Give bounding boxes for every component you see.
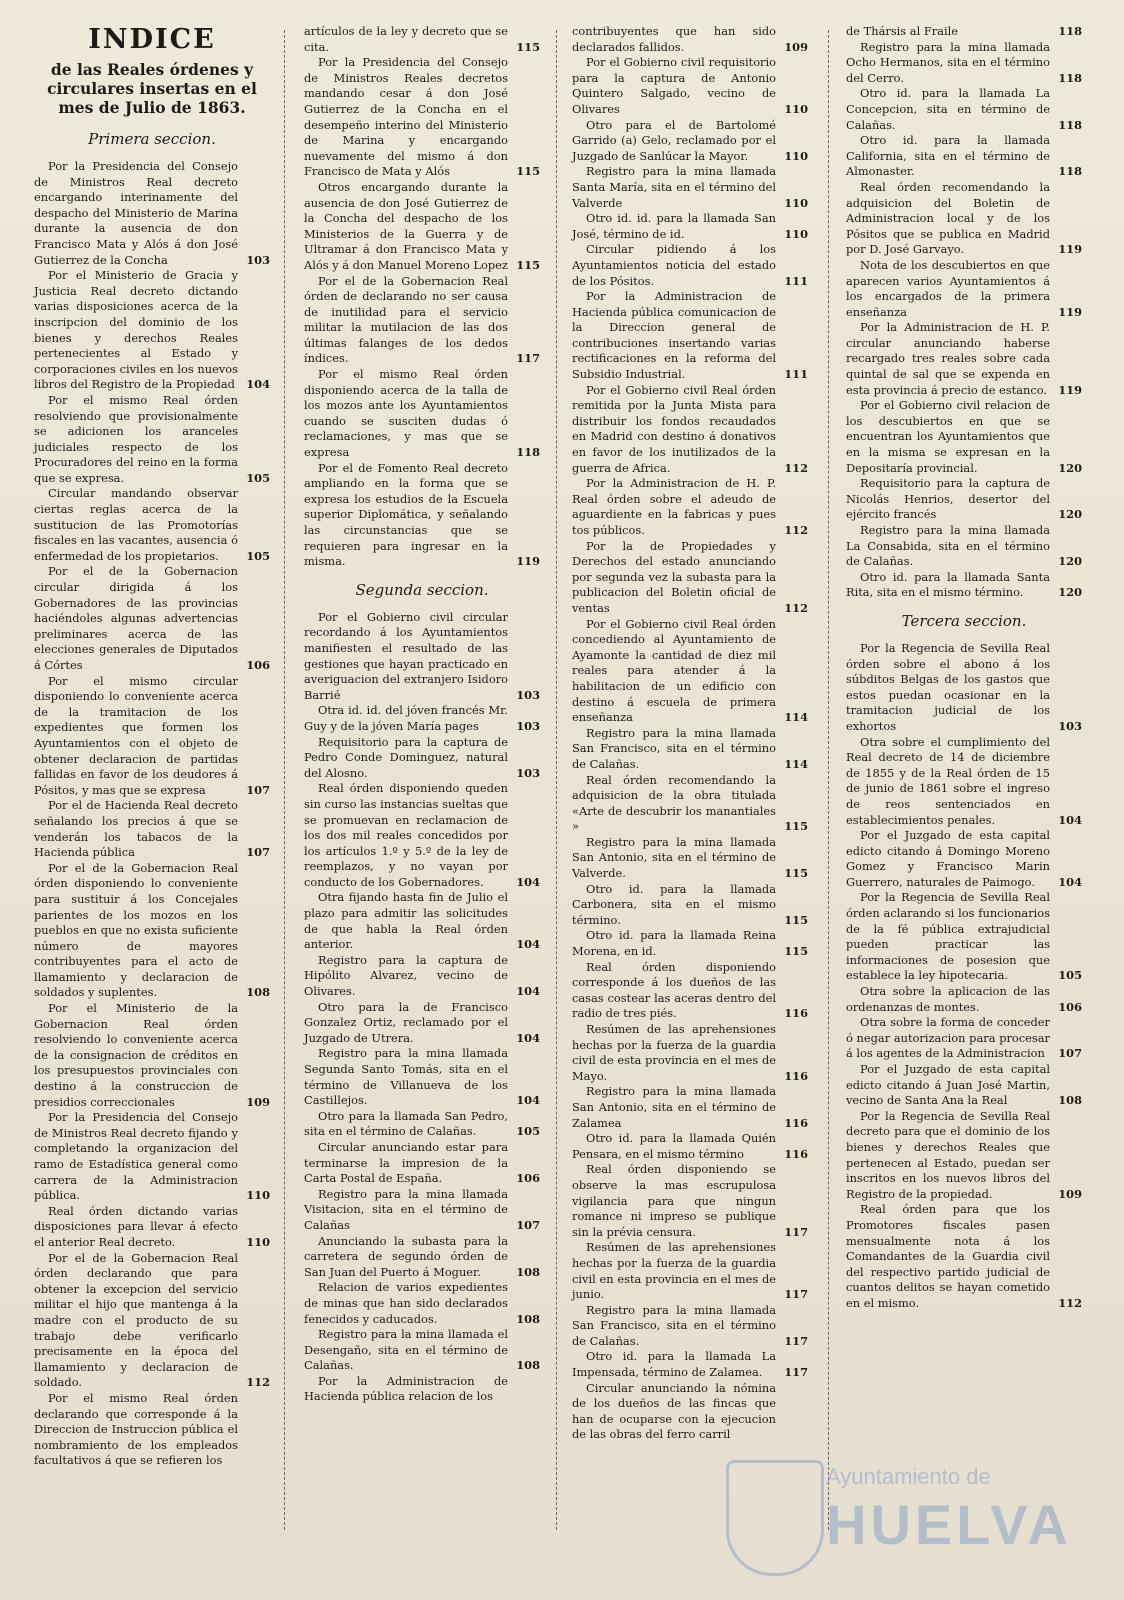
index-entry — [34, 674, 270, 799]
page-number: 107 — [246, 845, 270, 860]
column-4 — [846, 24, 1082, 1312]
entry-text: Otra sobre la aplicacion de las ordenanzas de montes. — [846, 984, 1050, 1014]
archive-watermark — [726, 1440, 1116, 1590]
entry-text: Registro para la mina llamada el Desengaño, sita en el término de Calañas. — [304, 1327, 508, 1373]
page-number: 115 — [784, 866, 808, 881]
page-number: 108 — [516, 1358, 540, 1373]
page-number: 110 — [784, 148, 808, 163]
index-entry — [846, 570, 1082, 601]
entry-text: Resúmen de las aprehensiones hechas por la fuerza de la guardia civil de esta provincia en el mes de Mayo. — [572, 1022, 776, 1083]
entry-text: Requisitorio para la captura de Pedro Conde Dominguez, natural del Alosno. — [304, 734, 508, 780]
page-number: 118 — [1058, 117, 1082, 132]
index-entry — [846, 40, 1082, 87]
page-number: 109 — [246, 1094, 270, 1109]
index-entry — [572, 835, 808, 882]
entry-text: Otro id. para la llamada Santa Rita, sita en el mismo término. — [846, 569, 1050, 600]
page-number: 119 — [1058, 242, 1082, 257]
entry-text: Por la de Propiedades y Derechos del estado anunciando por segunda vez la subasta para la publicacion del Boletin oficial de ventas — [572, 538, 776, 615]
index-entry — [304, 1109, 540, 1140]
index-entry — [572, 617, 808, 726]
index-entry — [34, 798, 270, 860]
entry-text: Por el de Hacienda Real decreto señalando los precios á que se venderán los tabacos de la Hacienda pública — [34, 798, 238, 860]
entry-text: Registro para la mina llamada Segunda Santo Tomás, sita en el término de Villanueva de los Castillejos. — [304, 1046, 508, 1108]
column-rule — [828, 30, 829, 1530]
entry-text: de Thársis al Fraile — [846, 24, 958, 38]
page-number: 111 — [784, 273, 808, 288]
entry-text: Otro id. para la llamada Reina Morena, en id. — [572, 928, 776, 959]
index-entry — [846, 180, 1082, 258]
entry-text: Real órden para que los Promotores fiscales pasen mensualmente nota á los Comandantes de la Guardia civil del respectivo partido judicial de cuantos delitos se hayan cometido en el mismo. — [846, 1202, 1050, 1310]
page-number: 104 — [516, 984, 540, 999]
entry-list — [304, 610, 540, 1405]
entry-text: Por la Regencia de Sevilla Real órden sobre el abono á los súbditos Belgas de los gastos que estos puedan ocasionar en la tramitacion judicial de los exhortos — [846, 640, 1050, 733]
entry-text: Por el Gobierno civil Real órden concediendo al Ayuntamiento de Ayamonte la cantidad de diez mil reales para atender á la habilitacion de un edificio con destino á escuela de primera enseñanza — [572, 616, 776, 725]
page-number: 115 — [516, 39, 540, 54]
entry-text: Otro id. para la llamada Carbonera, sita en el mismo término. — [572, 881, 776, 927]
entry-text: Por el de Fomento Real decreto ampliando en la forma que se expresa los estudios de la Escuela superior Diplomática, y señalando las circunstancias que se requieren para ingresar en la misma. — [304, 460, 508, 569]
entry-text: Por el Gobierno civil requisitorio para la captura de Antonio Quintero Salgado, vecino de Olivares — [572, 55, 776, 116]
index-entry — [846, 476, 1082, 523]
entry-text: Registro para la mina llamada San Antonio, sita en el término de Zalamea — [572, 1084, 776, 1130]
index-entry — [572, 164, 808, 211]
entry-list — [846, 641, 1082, 1312]
entry-text: Por el mismo Real órden declarando que corresponde á la Direccion de Instruccion pública el nombramiento de los empleados facultativos á que se refieren los — [34, 1390, 238, 1468]
index-entry — [34, 1391, 270, 1469]
page-number: 109 — [784, 39, 808, 54]
entry-text: Por el de la Gobernacion Real órden de declarando no ser causa de inutilidad para el servicio militar la mutilacion de las dos últimas falanges de los dedos índices. — [304, 273, 508, 366]
page-number: 109 — [1058, 1186, 1082, 1201]
index-entry — [34, 1251, 270, 1391]
section-heading: Primera seccion. — [88, 130, 216, 148]
index-entry — [304, 461, 540, 570]
page-number: 117 — [784, 1287, 808, 1302]
page-number: 105 — [246, 548, 270, 563]
index-entry — [846, 1109, 1082, 1203]
entry-text: Otros encargando durante la ausencia de don José Gutierrez de la Concha del despacho de los Ministerios de la Guerra y de Ultramar á don Francisco Mata y Alós y á don Manuel Moreno Lopez — [304, 179, 508, 272]
page-number: 104 — [1058, 812, 1082, 827]
index-entry — [572, 726, 808, 773]
page-number: 104 — [516, 1093, 540, 1108]
coat-of-arms-icon — [726, 1460, 824, 1576]
entry-text: Circular anunciando la nómina de los dueños de las fincas que han de ocuparse con la ejecucion de las obras del ferro carril — [572, 1380, 776, 1442]
entry-text: Real órden recomendando la adquisicion del Boletin de Administracion local y de los Pósitos que se publica en Madrid por D. José Garvayo. — [846, 179, 1050, 257]
page-number: 112 — [246, 1375, 270, 1390]
index-entry — [304, 24, 540, 55]
index-entry — [572, 773, 808, 835]
entry-text: Por la Presidencia del Consejo de Ministros Real decreto fijando y completando la organizacion del ramo de Estadística general como carrera de la Administracion pública. — [34, 1110, 238, 1203]
page-number: 107 — [1058, 1046, 1082, 1061]
index-entry — [34, 1204, 270, 1251]
page-number: 106 — [1058, 999, 1082, 1014]
index-entry — [34, 1001, 270, 1110]
index-entry — [304, 1327, 540, 1374]
entry-text: Por el de la Gobernacion circular dirigida á los Gobernadores de las provincias haciéndoles algunas advertencias preliminares acerca de las elecciones generales de Diputados á Córtes — [34, 564, 238, 672]
index-title: INDICE — [88, 24, 216, 55]
index-entry — [304, 1374, 540, 1405]
index-entry — [34, 564, 270, 673]
index-entry — [572, 24, 808, 55]
index-entry — [572, 882, 808, 929]
page-number: 106 — [516, 1171, 540, 1186]
page-number: 114 — [784, 710, 808, 725]
entry-text: Por el mismo Real órden disponiendo acerca de la talla de los mozos ante los Ayuntamientos cuando se susciten dudas ó reclamaciones, y mas que se expresa — [304, 367, 508, 460]
page-number: 116 — [784, 1068, 808, 1083]
index-entry — [572, 1162, 808, 1240]
index-entry — [572, 928, 808, 959]
index-entry — [304, 610, 540, 704]
page-number: 115 — [516, 257, 540, 272]
column-rule — [556, 30, 557, 1530]
entry-text: Por el de la Gobernacion Real órden declarando que para obtener la excepcion del servicio militar el hijo que mantenga á la madre con el producto de su trabajo debe verificarlo precisamente en la época del llamamiento y declaracion de soldado. — [34, 1250, 238, 1390]
entry-text: contribuyentes que han sido declarados fallidos. — [572, 24, 776, 54]
index-entry — [34, 861, 270, 1001]
index-entry — [304, 703, 540, 734]
entry-text: Nota de los descubiertos en que aparecen varios Ayuntamientos á los encargados de la primera enseñanza — [846, 257, 1050, 319]
index-entry — [304, 1140, 540, 1187]
index-entry — [572, 1349, 808, 1380]
page-number: 108 — [516, 1311, 540, 1326]
section-heading: Segunda seccion. — [355, 580, 489, 599]
entry-text: Por el Gobierno civil Real órden remitida por la Junta Mista para distribuir los fondos recaudados en Madrid con destino á donativos en favor de los inutilizados de la guerra de Africa. — [572, 382, 776, 475]
page-number: 110 — [246, 1188, 270, 1203]
entry-text: Otro para la llamada San Pedro, sita en el término de Calañas. — [304, 1108, 508, 1139]
entry-text: Otro id. para la llamada La Concepcion, sita en término de Calañas. — [846, 86, 1050, 132]
index-entry — [572, 1303, 808, 1350]
page-number: 112 — [784, 460, 808, 475]
page-number: 114 — [784, 756, 808, 771]
entry-text: artículos de la ley y decreto que se cita. — [304, 24, 508, 54]
entry-list — [304, 24, 540, 55]
entry-text: Por el mismo circular disponiendo lo conveniente acerca de la tramitacion de los expedientes que formen los Ayuntamientos con el objeto de obtener declaracion de partidas fallidas en favor de los deudores á Pósitos, y mas que se expresa — [34, 673, 238, 797]
page-number: 117 — [784, 1224, 808, 1239]
page-number: 106 — [246, 658, 270, 672]
index-entry — [572, 242, 808, 289]
entry-text: Por el Juzgado de esta capital edicto citando á Juan José Martin, vecino de Santa Ana la Real — [846, 1062, 1050, 1108]
page-number: 112 — [784, 523, 808, 537]
index-entry — [572, 1084, 808, 1131]
index-entry — [572, 960, 808, 1022]
page-number: 110 — [784, 101, 808, 116]
index-entry — [846, 1202, 1082, 1311]
index-entry — [846, 828, 1082, 890]
entry-text: Real órden dictando varias disposiciones para llevar á efecto el anterior Real decreto. — [34, 1203, 238, 1249]
page-number: 120 — [1058, 460, 1082, 475]
index-entry — [572, 383, 808, 477]
page-number: 116 — [784, 1146, 808, 1161]
entry-text: Registro para la mina llamada San Francisco, sita en el término de Calañas. — [572, 725, 776, 771]
column-1 — [34, 24, 270, 1469]
page-number: 110 — [784, 226, 808, 241]
watermark-line-2: HUELVA — [826, 1493, 1072, 1556]
entry-text: Real órden disponiendo corresponde á los dueños de las casas costear las aceras dentro del radio de tres piés. — [572, 959, 776, 1021]
page-number: 103 — [516, 687, 540, 702]
index-entry — [304, 1187, 540, 1234]
page-number: 103 — [516, 765, 540, 780]
entry-text: Registro para la captura de Hipólito Alvarez, vecino de Olivares. — [304, 952, 508, 999]
page-number: 108 — [516, 1264, 540, 1279]
index-entry — [846, 86, 1082, 133]
entry-text: Otra sobre el cumplimiento del Real decreto de 14 de diciembre de 1855 y de la Real órden de 15 de junio de 1861 sobre el ingreso de reos sentenciados en establecimientos penales. — [846, 734, 1050, 827]
index-entry — [846, 133, 1082, 180]
entry-text: Otro id. id. para la llamada San José, término de id. — [572, 211, 776, 241]
section-heading: Tercera seccion. — [901, 611, 1027, 630]
index-entry — [846, 641, 1082, 735]
entry-text: Otro para el de Bartolomé Garrido (a) Gelo, reclamado por el Juzgado de Sanlúcar la Mayor. — [572, 117, 776, 163]
index-entry — [304, 735, 540, 782]
index-entry — [304, 274, 540, 368]
entry-list — [846, 24, 1082, 40]
index-entry — [572, 55, 808, 117]
entry-text: Por la Presidencia del Consejo de Ministros Real decreto encargando interinamente del despacho del Ministerio de Marina durante la ausencia de don Francisco Mata y Alós á don José Gutierrez de la Concha — [34, 159, 238, 267]
index-entry — [846, 24, 1082, 40]
page-number: 110 — [784, 195, 808, 210]
index-entry — [34, 268, 270, 393]
index-entry — [34, 159, 270, 268]
page-number: 104 — [516, 874, 540, 889]
entry-text: Registro para la mina llamada Visitacion, sita en el término de Calañas — [304, 1186, 508, 1232]
entry-text: Por la Regencia de Sevilla Real decreto para que el dominio de los bienes y derechos Reales que pertenecen al Estado, puedan ser inscritos en los nuevos libros del Registro de la propiedad. — [846, 1108, 1050, 1201]
entry-text: Registro para la mina llamada San Francisco, sita en el término de Calañas. — [572, 1302, 776, 1348]
page-number: 120 — [1058, 554, 1082, 569]
entry-text: Por la Administracion de Hacienda pública relacion de los — [304, 1373, 508, 1404]
page-number: 117 — [516, 351, 540, 366]
index-entry — [846, 320, 1082, 398]
watermark-line-1: Ayuntamiento de — [826, 1464, 991, 1489]
entry-text: Circular anunciando estar para terminarse la impresion de la Carta Postal de España. — [304, 1139, 508, 1186]
page-number: 108 — [246, 985, 270, 1000]
entry-text: Requisitorio para la captura de Nicolás Henrios, desertor del ejército francés — [846, 476, 1050, 522]
entry-text: Otra fijando hasta fin de Julio el plazo para admitir las solicitudes de que habla la Real órden anterior. — [304, 890, 508, 952]
entry-text: Otro id. para la llamada Quién Pensara, en el mismo término — [572, 1131, 776, 1161]
entry-text: Por el Ministerio de la Gobernacion Real órden resolviendo lo conveniente acerca de la consignacion de créditos en los presupuestos provinciales con destino á la construccion de presidios correccionales — [34, 1001, 238, 1109]
index-entry — [304, 367, 540, 461]
page-number: 110 — [246, 1234, 270, 1249]
entry-text: Registro para la mina llamada Ocho Hermanos, sita en el término del Cerro. — [846, 39, 1050, 85]
column-2 — [304, 24, 540, 1405]
page-number: 117 — [784, 1333, 808, 1348]
page-number: 119 — [1058, 382, 1082, 397]
page-number: 119 — [1058, 304, 1082, 319]
index-entry — [572, 1022, 808, 1084]
index-entry — [34, 393, 270, 487]
index-entry — [304, 890, 540, 952]
page-number: 104 — [516, 937, 540, 952]
page-number: 118 — [516, 445, 540, 460]
index-entry — [572, 1131, 808, 1162]
entry-text: Por el Gobierno civil circular recordando á los Ayuntamientos manifiesten el resultado de las gestiones que hayan practicado en averiguacion del extranjero Isidoro Barrié — [304, 609, 508, 702]
page-number: 118 — [1058, 164, 1082, 179]
index-entry — [304, 55, 540, 180]
entry-text: Circular pidiendo á los Ayuntamientos noticia del estado de los Pósitos. — [572, 242, 776, 288]
page-number: 103 — [1058, 718, 1082, 733]
entry-text: Por el Juzgado de esta capital edicto citando á Domingo Moreno Gomez y Francisco Marin Guerrero, naturales de Paimogo. — [846, 828, 1050, 889]
entry-text: Por la Administracion de Hacienda pública comunicacion de la Direccion general de contribuciones insertando varias rectificaciones en la reforma del Subsidio Industrial. — [572, 289, 776, 382]
entry-text: Otro id. para la llamada La Impensada, término de Zalamea. — [572, 1349, 776, 1380]
page-number: 107 — [246, 782, 270, 797]
entry-text: Real órden disponiendo se observe la mas escrupulosa vigilancia para que ningun romance ni impreso se publique sin la prévia censura. — [572, 1162, 776, 1239]
index-entry — [572, 289, 808, 383]
column-rule — [284, 30, 285, 1530]
page-number: 103 — [246, 252, 270, 267]
index-entry — [304, 1234, 540, 1281]
entry-text: Por la Presidencia del Consejo de Ministros Reales decretos mandando cesar á don José Gutierrez de la Concha en el desempeño interino del Ministerio de Marina y encargando nuevamente del mismo á don Francisco de Mata y Alós — [304, 55, 508, 179]
index-entry — [572, 118, 808, 165]
entry-text: Por el Gobierno civil relacion de los descubiertos en que se encuentran los Ayuntamientos que en la misma se expresan en la Depositaría provincial. — [846, 398, 1050, 475]
page-number: 105 — [1058, 968, 1082, 983]
page-number: 104 — [246, 377, 270, 392]
page-number: 120 — [1058, 507, 1082, 522]
entry-text: Real órden recomendando la adquisicion de la obra titulada «Arte de descubrir los manantiales » — [572, 772, 776, 834]
index-entry — [846, 1015, 1082, 1062]
page-number: 108 — [1058, 1093, 1082, 1108]
index-entry — [304, 180, 540, 274]
entry-text: Por el mismo Real órden resolviendo que provisionalmente se adicionen los aranceles judiciales respecto de los Procuradores del reino en la forma que se expresa. — [34, 392, 238, 485]
page-number: 115 — [784, 912, 808, 927]
page-number: 105 — [516, 1124, 540, 1139]
page-number: 112 — [1058, 1295, 1082, 1310]
page-number: 116 — [784, 1006, 808, 1021]
index-entry — [572, 211, 808, 242]
page-number: 103 — [516, 718, 540, 733]
entry-text: Circular mandando observar ciertas reglas acerca de la sustitucion de las Promotorías fiscales en las vacantes, ausencia ó enfermedad de los propietarios. — [34, 486, 238, 563]
entry-list — [846, 40, 1082, 601]
entry-text: Relacion de varios expedientes de minas que han sido declarados fenecidos y caducados. — [304, 1280, 508, 1326]
page-number: 107 — [516, 1217, 540, 1232]
index-entry — [572, 1381, 808, 1443]
index-entry — [846, 258, 1082, 320]
index-entry — [846, 523, 1082, 570]
page-number: 118 — [1058, 70, 1082, 85]
entry-text: Resúmen de las aprehensiones hechas por la fuerza de la guardia civil en esta provincia en el mes de junio. — [572, 1240, 776, 1302]
index-entry — [846, 398, 1082, 476]
page-number: 119 — [516, 554, 540, 569]
page-number: 120 — [1058, 585, 1082, 600]
index-entry — [304, 1280, 540, 1327]
page-number: 112 — [784, 600, 808, 615]
entry-text: Por la Administracion de H. P. Real órden sobre el adeudo de aguardiente en la fabricas y pues tos públicos. — [572, 476, 776, 537]
index-entry — [304, 1046, 540, 1108]
index-entry — [304, 781, 540, 890]
entry-text: Otro para la de Francisco Gonzalez Ortiz, reclamado por el Juzgado de Utrera. — [304, 999, 508, 1045]
entry-text: Anunciando la subasta para la carretera de segundo órden de San Juan del Puerto á Moguer. — [304, 1233, 508, 1279]
page-number: 105 — [246, 470, 270, 485]
entry-text: Real órden disponiendo queden sin curso las instancias sueltas que se promuevan en reclamacion de los dos mil reales concedidos por los artículos 1.º y 5.º de la ley de reemplazos, y no vayan por conducto de los Gobernadores. — [304, 781, 508, 889]
index-entry — [304, 1000, 540, 1047]
index-entry — [34, 486, 270, 564]
entry-text: Registro para la mina llamada Santa María, sita en el término del Valverde — [572, 164, 776, 210]
entry-list — [304, 55, 540, 570]
index-entry — [846, 735, 1082, 829]
entry-text: Por el Ministerio de Gracia y Justicia Real decreto dictando varias disposiciones acerca de la inscripcion del dominio de los bienes y derechos Reales pertenecientes al Estado y corporaciones civiles en los nuevos libros del Registro de la Propiedad — [34, 268, 238, 392]
index-entry — [846, 890, 1082, 984]
page-number: 104 — [516, 1030, 540, 1045]
entry-text: Otra id. id. del jóven francés Mr. Guy y de la jóven María pages — [304, 703, 508, 733]
column-3 — [572, 24, 808, 1443]
entry-list — [34, 159, 270, 1469]
entry-text: Registro para la mina llamada La Consabida, sita en el término de Calañas. — [846, 523, 1050, 569]
entry-text: Por la Regencia de Sevilla Real órden aclarando si los funcionarios de la fé pública extrajudicial pueden practicar las informaciones de posesion que establece la ley hipotecaria. — [846, 890, 1050, 983]
entry-text: Por el de la Gobernacion Real órden disponiendo lo conveniente para sustituir á los Concejales parientes de los mozos en los pueblos en que no exista suficiente número de mayores contribuyentes para el acto de llamamiento y declaracion de soldados y suplentes. — [34, 860, 238, 1000]
entry-list — [572, 55, 808, 1443]
page-number: 111 — [784, 367, 808, 382]
index-entry — [846, 1062, 1082, 1109]
entry-text: Por la Administracion de H. P. circular anunciando haberse recargado tres reales sobre cada quintal de sal que se expenda en esta provincia á precio de estanco. — [846, 320, 1050, 397]
index-entry — [572, 539, 808, 617]
index-entry — [34, 1110, 270, 1204]
page-number: 115 — [784, 944, 808, 959]
index-entry — [572, 476, 808, 538]
page-number: 115 — [784, 819, 808, 834]
entry-text: Otra sobre la forma de conceder ó negar autorizacion para procesar á los agentes de la Administracion — [846, 1015, 1050, 1061]
index-entry — [304, 953, 540, 1000]
page-number: 115 — [516, 164, 540, 179]
index-subtitle: de las Reales órdenes y circulares insertas en el mes de Julio de 1863. — [47, 60, 257, 117]
entry-text: Otro id. para la llamada California, sita en el término de Almonaster. — [846, 133, 1050, 179]
page-number: 116 — [784, 1115, 808, 1130]
index-entry — [572, 1240, 808, 1302]
entry-list — [572, 24, 808, 55]
page-number: 118 — [1058, 24, 1082, 38]
page-number: 104 — [1058, 874, 1082, 889]
entry-text: Registro para la mina llamada San Antonio, sita en el término de Valverde. — [572, 834, 776, 881]
page-number: 117 — [784, 1365, 808, 1380]
index-entry — [846, 984, 1082, 1015]
